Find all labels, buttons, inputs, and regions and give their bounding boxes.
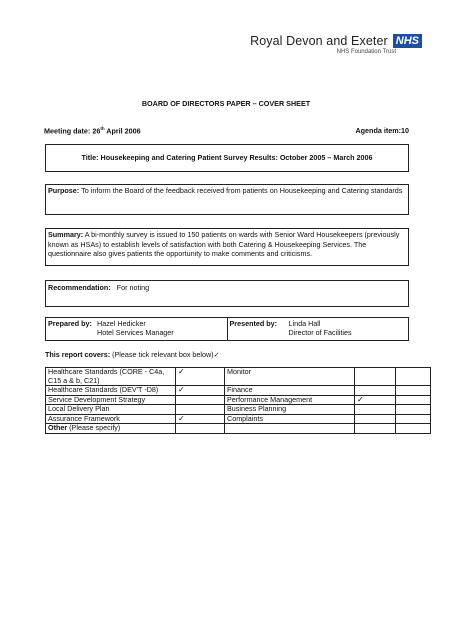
- recommendation-text: For noting: [116, 283, 150, 292]
- purpose-label: Purpose:: [48, 186, 80, 195]
- category-cell: Complaints: [225, 414, 355, 424]
- paper-title-box: [45, 144, 409, 172]
- tick-box[interactable]: [355, 405, 396, 415]
- page-heading: BOARD OF DIRECTORS PAPER – COVER SHEET: [141, 99, 311, 108]
- tick-box[interactable]: ✓: [176, 386, 225, 396]
- category-cell: Healthcare Standards (CORE - C4a, C15 a & b, C21): [46, 368, 176, 386]
- tick-box[interactable]: ✓: [176, 368, 225, 386]
- empty-cell: [396, 405, 431, 415]
- category-cell: Finance: [225, 386, 355, 396]
- purpose-text: To inform the Board of the feedback received from patients on Housekeeping and Catering standards: [81, 186, 403, 195]
- tick-box[interactable]: [355, 424, 396, 434]
- presented-label: Presented by:: [229, 319, 278, 328]
- presented-name: Linda Hall: [288, 319, 321, 328]
- empty-cell: [396, 424, 431, 434]
- presented-by: [228, 318, 409, 340]
- tick-box[interactable]: [355, 368, 396, 386]
- category-cell: Business Planning: [225, 405, 355, 415]
- empty-cell: [396, 386, 431, 396]
- coverage-table: [45, 367, 431, 434]
- covers-note: (Please tick relevant box below)✓: [110, 350, 220, 359]
- other-cell: [46, 424, 176, 434]
- recommendation-box: [45, 280, 409, 307]
- presented-role: Director of Facilities: [288, 328, 352, 337]
- prepared-name: Hazel Hedicker: [97, 319, 146, 328]
- table-row: [46, 424, 431, 434]
- trust-logo: [250, 34, 422, 55]
- report-covers: [45, 350, 220, 359]
- empty-cell: [396, 368, 431, 386]
- trust-subtitle: NHS Foundation Trust: [336, 49, 396, 55]
- covers-label: This report covers:: [45, 350, 111, 359]
- empty-cell: [396, 414, 431, 424]
- category-cell: Healthcare Standards (DEV'T -D8): [46, 386, 176, 396]
- agenda-item: Agenda item:10: [355, 126, 409, 135]
- tick-box[interactable]: ✓: [355, 395, 396, 405]
- tick-box[interactable]: [355, 414, 396, 424]
- authors-box: [45, 317, 409, 341]
- tick-box[interactable]: [176, 395, 225, 405]
- category-cell: Monitor: [225, 368, 355, 386]
- other-note: (Please specify): [67, 423, 121, 432]
- tick-box[interactable]: ✓: [176, 414, 225, 424]
- summary-box: [45, 228, 409, 266]
- prepared-role: Hotel Services Manager: [97, 328, 174, 337]
- table-row: [46, 368, 431, 386]
- prepared-label: Prepared by:: [48, 319, 92, 328]
- category-cell: Assurance Framework: [46, 414, 176, 424]
- nhs-badge: NHS: [393, 34, 422, 48]
- tick-box[interactable]: [176, 405, 225, 415]
- meeting-row: [44, 126, 409, 135]
- trust-name: Royal Devon and Exeter: [250, 34, 388, 48]
- tick-box[interactable]: [176, 424, 225, 434]
- prepared-by: [46, 318, 228, 340]
- purpose-box: [45, 184, 409, 215]
- table-row: [46, 405, 431, 415]
- other-label: Other: [48, 423, 68, 432]
- category-cell: Performance Management: [225, 395, 355, 405]
- summary-text: A bi-monthly survey is issued to 150 patients on wards with Senior Ward Housekeepers (previously known as HSAs) to establish levels of satisfaction with both Catering & Housekeeping Services. The questionnaire also gives patients the opportunity to make comments and criticisms.: [48, 230, 400, 258]
- tick-box[interactable]: [355, 386, 396, 396]
- category-cell: Service Development Strategy: [46, 395, 176, 405]
- recommendation-label: Recommendation:: [48, 283, 111, 292]
- category-cell: Local Delivery Plan: [46, 405, 176, 415]
- meeting-date: Meeting date: 26th April 2006: [44, 126, 141, 136]
- empty-cell: [396, 395, 431, 405]
- summary-label: Summary:: [48, 230, 84, 239]
- table-row: [46, 386, 431, 396]
- empty-cell: [225, 424, 355, 434]
- paper-title: Title: Housekeeping and Catering Patient Survey Results: October 2005 – March 2006: [81, 153, 373, 163]
